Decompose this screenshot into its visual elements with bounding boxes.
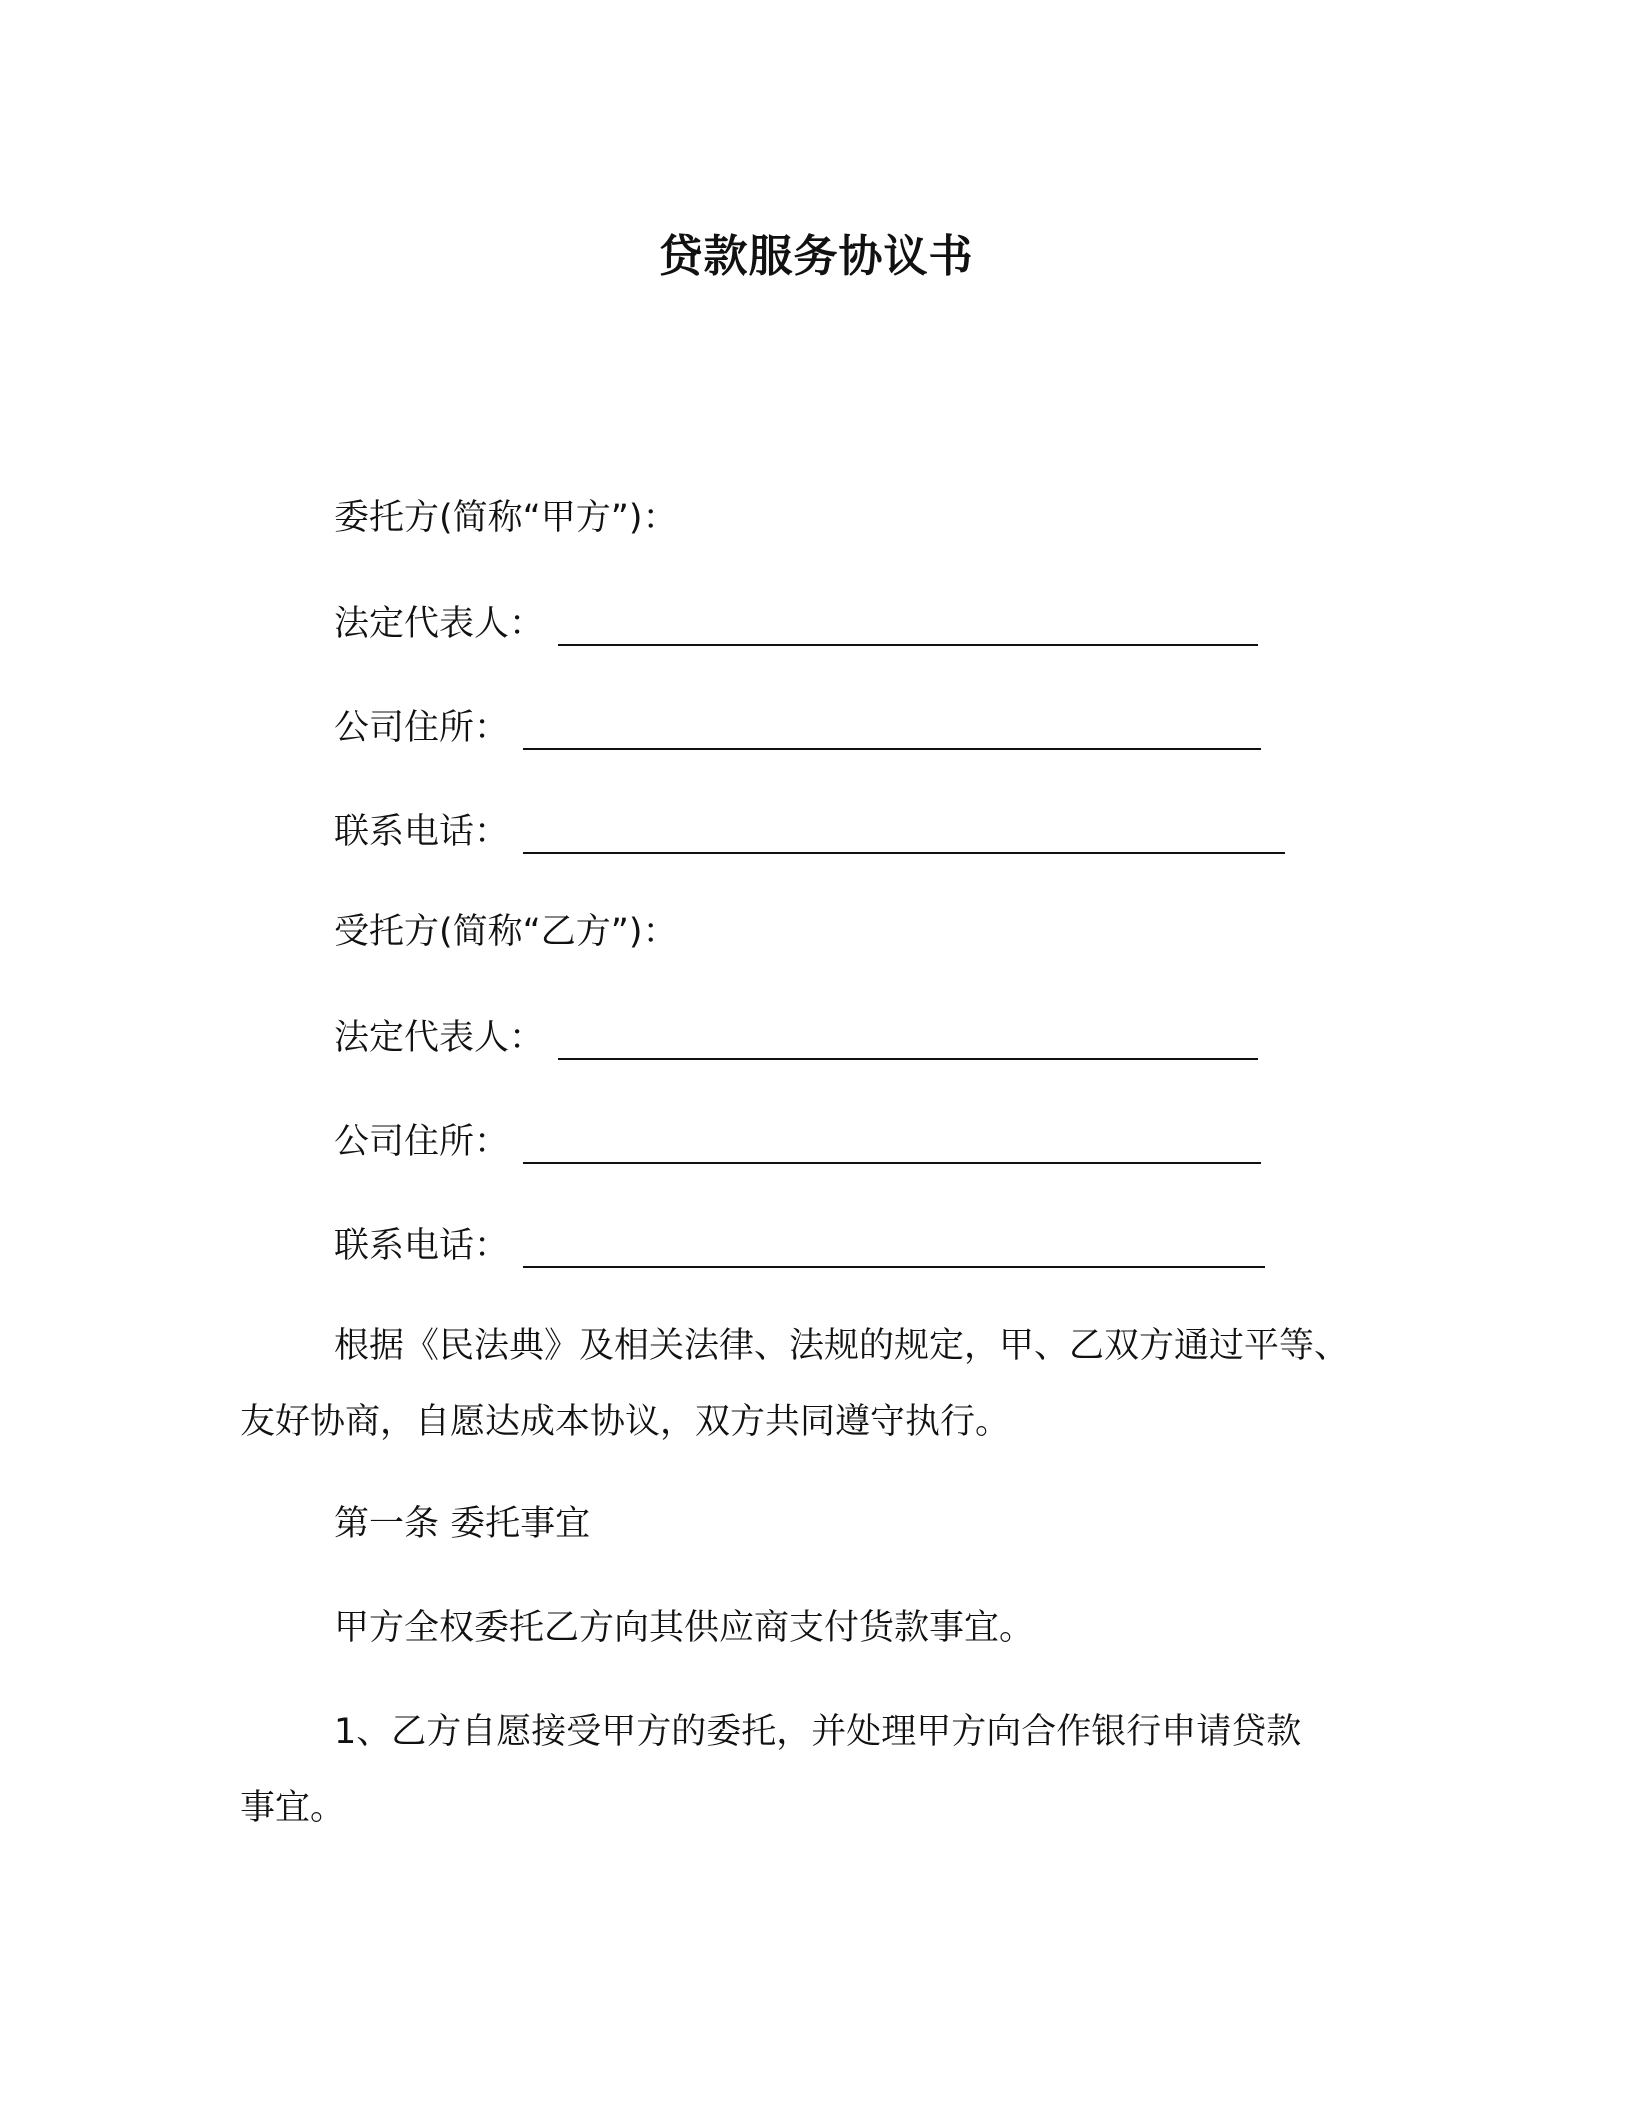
- party-b-heading: 受托方(简称“乙方”)：: [334, 912, 678, 952]
- party-a-address-label: 公司住所：: [334, 708, 510, 748]
- article-1-paragraph: 甲方全权委托乙方向其供应商支付货款事宜。: [334, 1608, 1035, 1648]
- party-b-phone-blank[interactable]: [523, 1232, 1265, 1268]
- article-1-heading: 第一条 委托事宜: [334, 1504, 591, 1544]
- document-title: 贷款服务协议书: [658, 231, 974, 282]
- party-b-address-label: 公司住所：: [334, 1122, 510, 1162]
- party-a-address-field[interactable]: [334, 706, 1261, 750]
- party-b-address-field[interactable]: [334, 1120, 1261, 1164]
- party-a-rep-blank[interactable]: [558, 610, 1258, 646]
- article-1-item-1-line-1: 1、乙方自愿接受甲方的委托，并处理甲方向合作银行申请贷款: [334, 1712, 1302, 1752]
- party-a-phone-field[interactable]: [334, 810, 1285, 854]
- party-a-address-blank[interactable]: [523, 714, 1261, 750]
- preamble-line-1: 根据《民法典》及相关法律、法规的规定，甲、乙双方通过平等、: [334, 1326, 1350, 1366]
- party-b-phone-label: 联系电话：: [334, 1226, 510, 1266]
- party-a-rep-field[interactable]: [334, 602, 1258, 646]
- article-1-item-1-line-2: 事宜。: [240, 1788, 346, 1828]
- party-b-phone-field[interactable]: [334, 1224, 1265, 1268]
- party-b-rep-blank[interactable]: [558, 1024, 1258, 1060]
- party-a-phone-label: 联系电话：: [334, 812, 510, 852]
- party-a-heading: 委托方(简称“甲方”)：: [334, 498, 678, 538]
- preamble-line-2: 友好协商，自愿达成本协议，双方共同遵守执行。: [240, 1402, 1011, 1442]
- party-b-address-blank[interactable]: [523, 1128, 1261, 1164]
- party-a-rep-label: 法定代表人：: [334, 604, 545, 644]
- party-a-phone-blank[interactable]: [523, 818, 1285, 854]
- party-b-rep-label: 法定代表人：: [334, 1018, 545, 1058]
- party-b-rep-field[interactable]: [334, 1016, 1258, 1060]
